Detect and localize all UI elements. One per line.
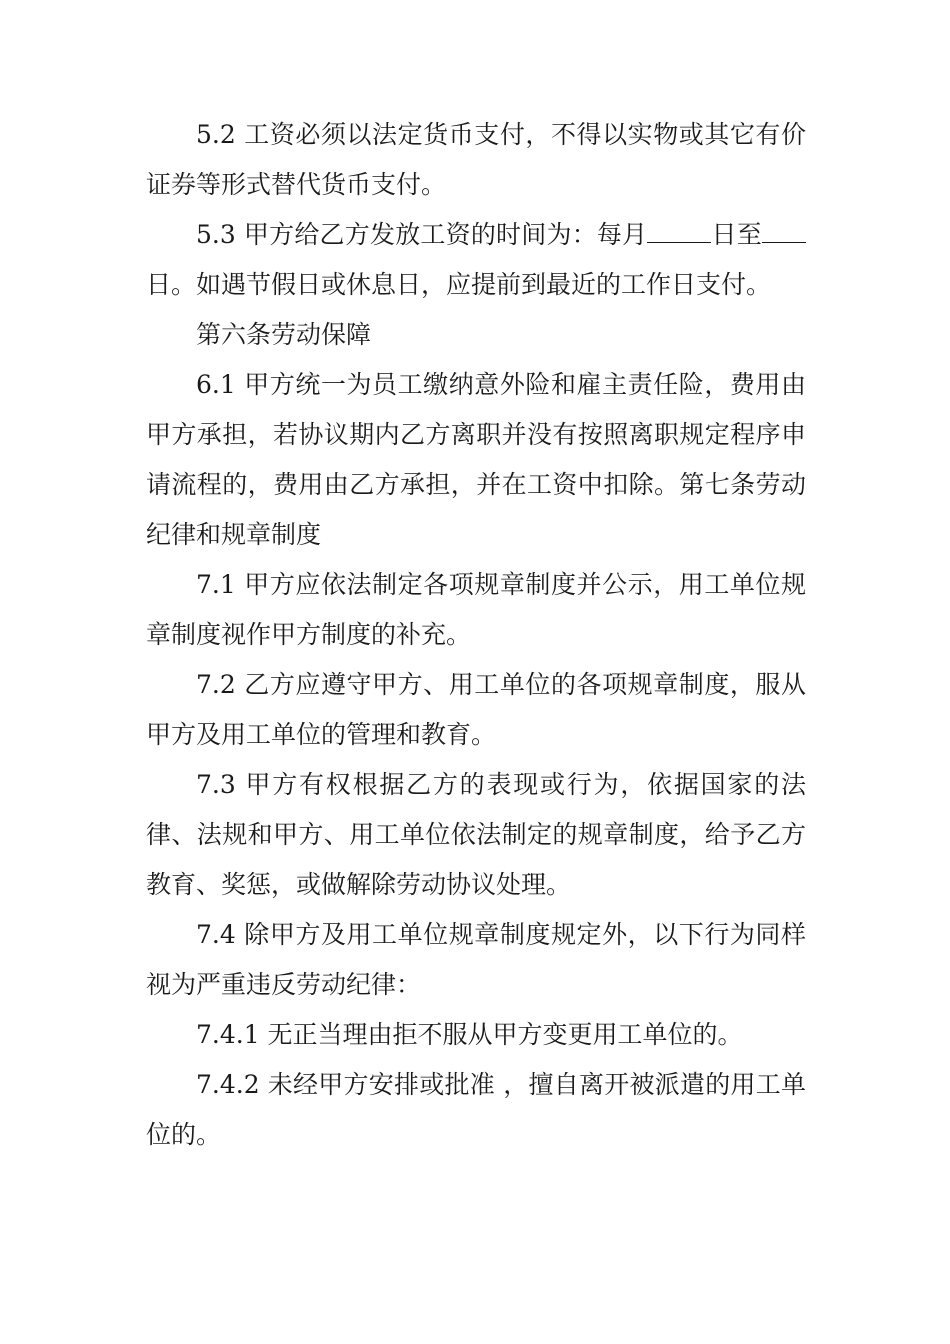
clause-5-3	[146, 210, 806, 310]
clause-5-3-text-after: 日。如遇节假日或休息日，应提前到最近的工作日支付。	[146, 270, 772, 299]
contract-body	[146, 110, 806, 1160]
clause-5-3-text-before: 5.3 甲方给乙方发放工资的时间为：每月	[196, 220, 648, 249]
clause-7-1: 7.1 甲方应依法制定各项规章制度并公示，用工单位规章制度视作甲方制度的补充。	[146, 570, 806, 649]
clause-7-4: 7.4 除甲方及用工单位规章制度规定外，以下行为同样视为严重违反劳动纪律：	[146, 920, 806, 999]
article-6-heading: 第六条劳动保障	[196, 320, 372, 349]
clause-7-2: 7.2 乙方应遵守甲方、用工单位的各项规章制度，服从甲方及用工单位的管理和教育。	[146, 670, 806, 749]
clause-5-2: 5.2 工资必须以法定货币支付，不得以实物或其它有价证券等形式替代货币支付。	[146, 120, 806, 199]
clause-5-3-text-middle: 日至	[711, 220, 762, 249]
pay-end-day-blank	[762, 210, 806, 243]
pay-start-day-blank	[647, 210, 711, 243]
clause-6-1: 6.1 甲方统一为员工缴纳意外险和雇主责任险，费用由甲方承担，若协议期内乙方离职并没有按照离职规定程序申请流程的，费用由乙方承担，并在工资中扣除。第七条劳动纪律和规章制度	[146, 370, 806, 549]
clause-7-3: 7.3 甲方有权根据乙方的表现或行为，依据国家的法律、法规和甲方、用工单位依法制定的规章制度，给予乙方教育、奖惩，或做解除劳动协议处理。	[146, 770, 806, 899]
clause-7-4-1: 7.4.1 无正当理由拒不服从甲方变更用工单位的。	[196, 1020, 743, 1049]
clause-7-4-2: 7.4.2 未经甲方安排或批准 ，擅自离开被派遣的用工单位的。	[146, 1070, 806, 1149]
